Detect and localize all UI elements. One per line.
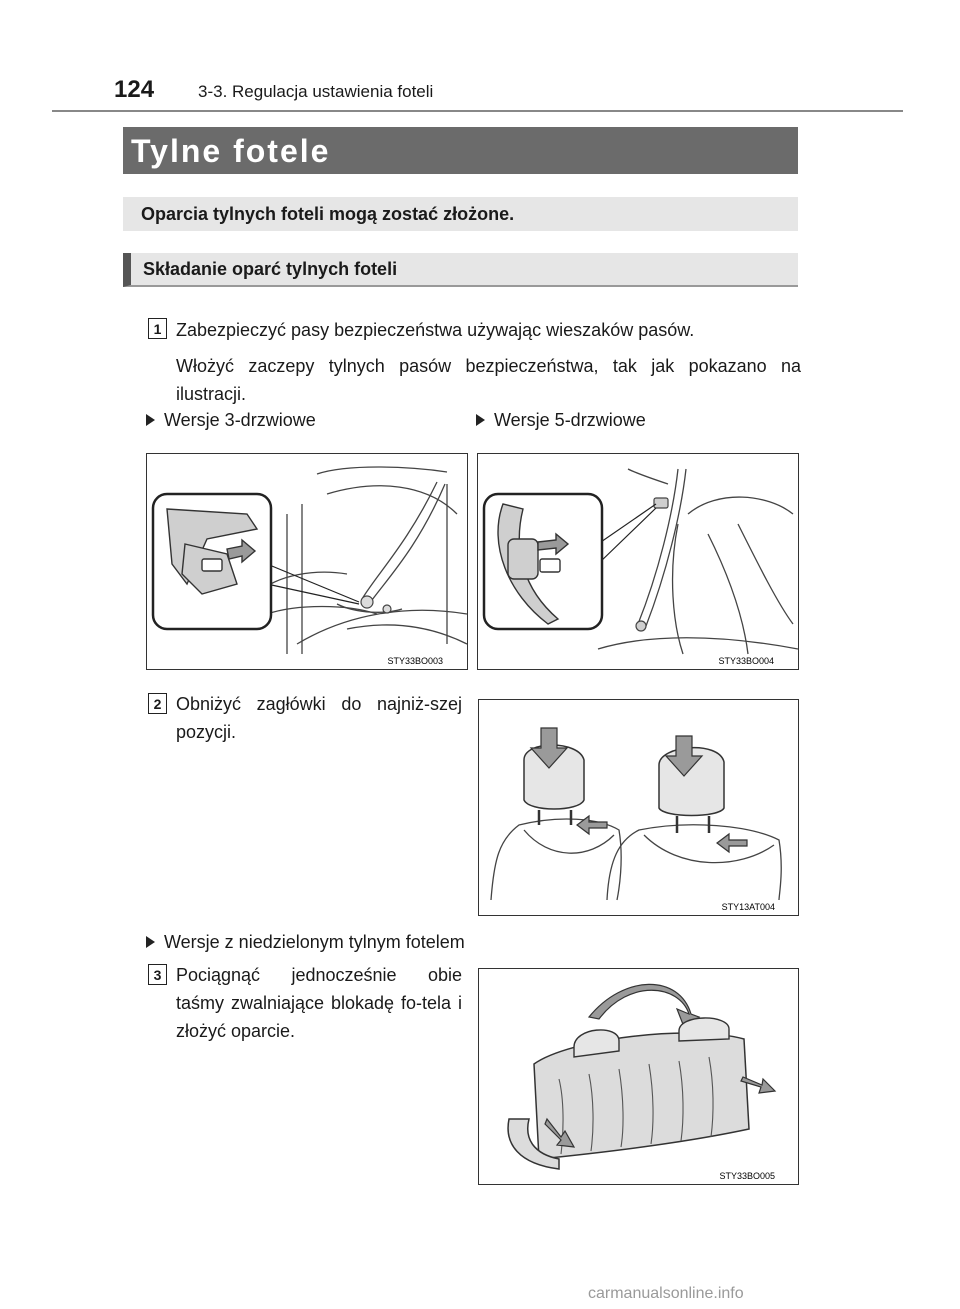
step-3-badge: 3 xyxy=(148,964,167,985)
figure-5door-code: STY33BO004 xyxy=(718,656,774,666)
variant-single-seat-label: Wersje z niedzielonym tylnym fotelem xyxy=(164,932,465,952)
seatbelt-illustration-3door xyxy=(147,454,468,670)
seatbelt-illustration-5door xyxy=(478,454,799,670)
figure-3door-code: STY33BO003 xyxy=(387,656,443,666)
intro-text: Oparcia tylnych foteli mogą zostać złożone. xyxy=(141,204,515,224)
figure-3door-belt xyxy=(146,453,468,670)
intro-bar xyxy=(123,197,798,231)
variant-3door-label: Wersje 3-drzwiowe xyxy=(164,410,316,430)
variant-single-seat xyxy=(146,932,465,953)
chapter-title: 3-3. Regulacja ustawienia foteli xyxy=(198,82,434,101)
section-title: Tylne fotele xyxy=(131,133,331,169)
step-2-text: Obniżyć zagłówki do najniż-szej pozycji. xyxy=(176,694,462,742)
seat-fold-illustration xyxy=(479,969,799,1185)
bullet-triangle-icon xyxy=(146,414,155,426)
variant-5door-label: Wersje 5-drzwiowe xyxy=(494,410,646,430)
step-3-text: Pociągnąć jednocześnie obie taśmy zwalniające blokadę fo-tela i złożyć oparcie. xyxy=(176,965,462,1041)
figure-headrests-code: STY13AT004 xyxy=(721,902,775,912)
step-1-text: Zabezpieczyć pasy bezpieczeństwa używając wieszaków pasów. xyxy=(176,320,695,340)
figure-fold-seat xyxy=(478,968,799,1185)
step-1-text-2: Włożyć zaczepy tylnych pasów bezpieczeństwa, tak jak pokazano na ilustracji. xyxy=(176,356,801,404)
header-rule xyxy=(52,110,903,112)
section-title-bar xyxy=(123,127,798,174)
figure-fold-seat-code: STY33BO005 xyxy=(719,1171,775,1181)
step-2-badge: 2 xyxy=(148,693,167,714)
bullet-triangle-icon xyxy=(146,936,155,948)
watermark: carmanualsonline.info xyxy=(588,1285,744,1302)
step-1-badge: 1 xyxy=(148,318,167,339)
variant-3door xyxy=(146,410,316,431)
subsection-title: Składanie oparć tylnych foteli xyxy=(143,259,398,279)
headrest-illustration xyxy=(479,700,799,916)
page-number: 124 xyxy=(114,76,155,103)
bullet-triangle-icon xyxy=(476,414,485,426)
subsection-bar xyxy=(123,253,798,287)
figure-5door-belt xyxy=(477,453,799,670)
figure-headrests xyxy=(478,699,799,916)
variant-5door xyxy=(476,410,646,431)
